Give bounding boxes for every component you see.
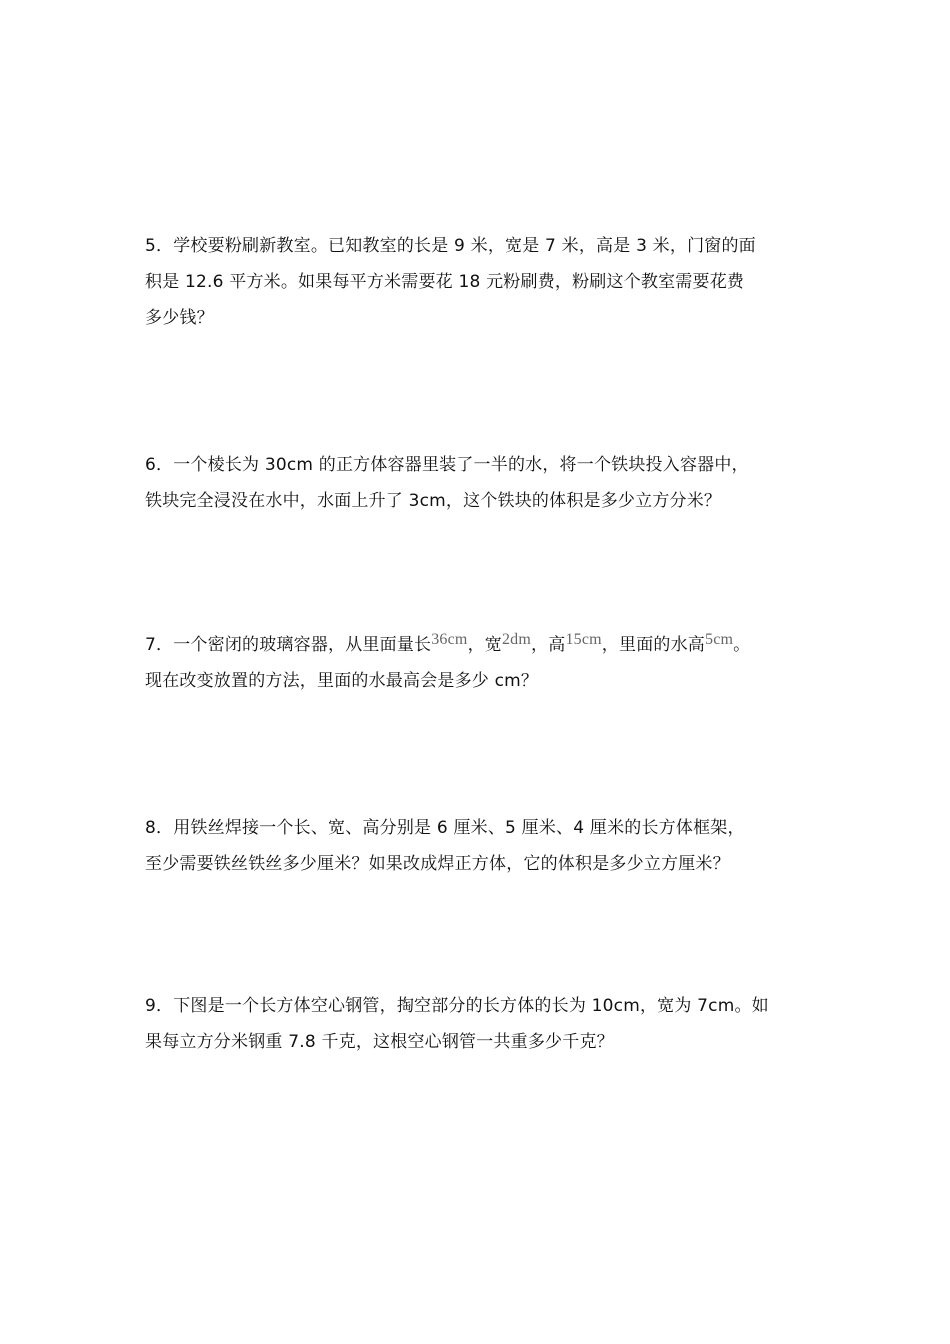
problem-5 (145, 228, 825, 336)
problem-9-line-2: 果每立方分米钢重 7.8 千克，这根空心钢管一共重多少千克？ (145, 1032, 614, 1052)
problem-8-line-1: 8．用铁丝焊接一个长、宽、高分别是 6 厘米、5 厘米、4 厘米的长方体框架， (145, 818, 745, 838)
problem-7-text-2: ，宽 (467, 635, 502, 655)
problem-6 (145, 447, 825, 519)
problem-7-text-3: ，高 (531, 635, 566, 655)
problem-8-line-2: 至少需要铁丝铁丝多少厘米？如果改成焊正方体，它的体积是多少立方厘米？ (145, 854, 730, 874)
problem-9 (145, 988, 825, 1060)
width-value: 2dm (501, 631, 532, 648)
problem-6-line-2: 铁块完全浸没在水中，水面上升了 3cm，这个铁块的体积是多少立方分米？ (145, 491, 722, 511)
problem-5-line-3: 多少钱？ (145, 308, 214, 328)
problem-7-text-1: 7．一个密闭的玻璃容器，从里面量长 (145, 635, 432, 655)
problem-6-line-1: 6．一个棱长为 30cm 的正方体容器里装了一半的水，将一个铁块投入容器中， (145, 455, 749, 475)
problem-5-line-1: 5．学校要粉刷新教室。已知教室的长是 9 米，宽是 7 米，高是 3 米，门窗的面 (145, 236, 756, 256)
problem-8 (145, 810, 825, 882)
problem-7-text-4: ，里面的水高 (601, 635, 705, 655)
problem-7-line-2: 现在改变放置的方法，里面的水最高会是多少 cm？ (145, 671, 539, 691)
water-height-value: 5cm (705, 631, 734, 648)
height-value: 15cm (565, 631, 602, 648)
problem-5-line-2: 积是 12.6 平方米。如果每平方米需要花 18 元粉刷费，粉刷这个教室需要花费 (145, 272, 745, 292)
problem-9-line-1: 9．下图是一个长方体空心钢管，掏空部分的长方体的长为 10cm，宽为 7cm。如 (145, 996, 769, 1016)
problem-7-text-5: 。 (733, 635, 751, 655)
problem-7-line-1 (145, 627, 825, 663)
problem-7 (145, 627, 825, 699)
length-value: 36cm (431, 631, 468, 648)
